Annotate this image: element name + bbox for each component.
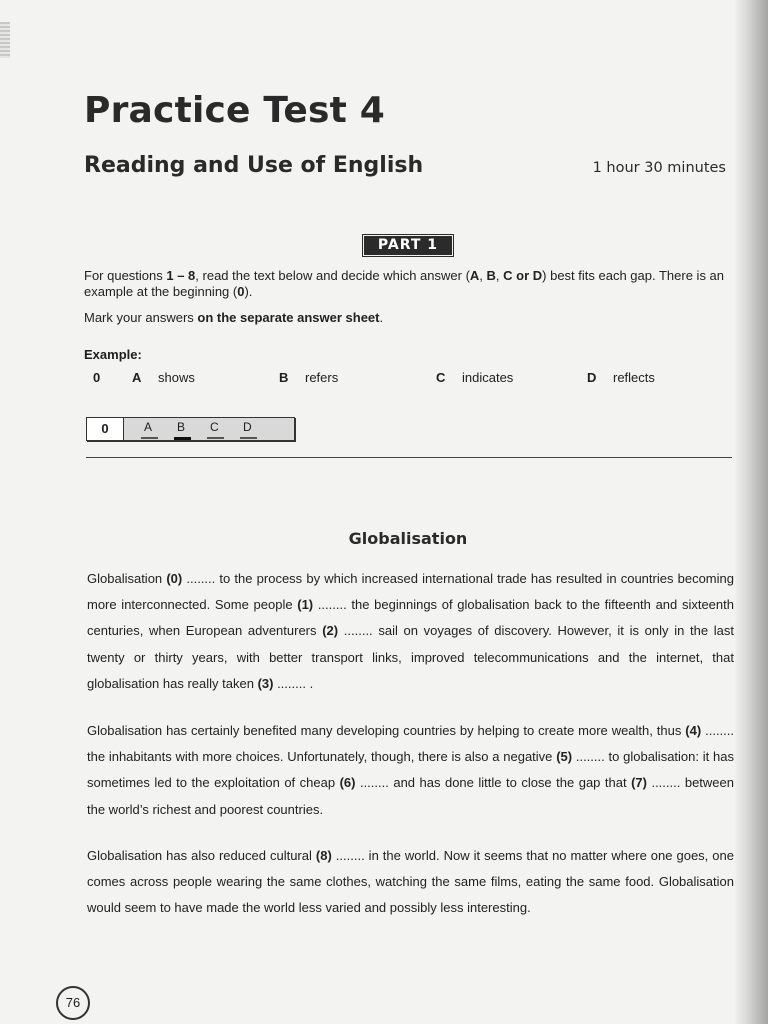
example-label: Example:: [84, 347, 142, 362]
text-paragraph-2: Globalisation has certainly benefited many developing countries by helping to create more wealth, thus (4) ........ the inhabitants with more choices. Unfortunately, though, there is also a negative (5) ........ to globalisation: it has sometimes led to the exploitation of cheap (6) ........ and has done little to close the gap that (7) ........ between the world’s richest and poorest countries.: [87, 723, 734, 817]
part-badge: PART 1: [362, 234, 454, 257]
bold-run: (2): [322, 623, 339, 639]
option-letter: A: [132, 370, 142, 385]
bold-run: (8): [315, 848, 332, 863]
answer-box-options: [124, 417, 295, 441]
section-divider: [86, 457, 732, 458]
answer-option-b: B: [177, 418, 210, 440]
answer-option-c: C: [210, 418, 243, 440]
example-option-b: [279, 370, 338, 385]
instructions-line-1: For questions 1 – 8, read the text below and decide which answer (A, B, C or D) best fits each gap. There is an example at the beginning (0).: [84, 268, 725, 299]
example-number: 0: [93, 370, 101, 385]
instructions-line-2: Mark your answers on the separate answer sheet.: [84, 310, 384, 325]
bold-run: 0: [237, 284, 245, 299]
bold-run: B: [486, 268, 496, 283]
bold-run: (3): [257, 675, 274, 691]
answer-option-d: D: [243, 418, 276, 440]
example-answer-box: [86, 417, 295, 439]
option-text: indicates: [462, 370, 514, 385]
text-paragraph-3: Globalisation has also reduced cultural (8) ........ in the world. Now it seems that no matter where one goes, one comes across people wearing the same clothes, watching the same films, eating the same food. Globalisation would seem to have made the world less varied and possibly less interesting.: [87, 848, 734, 916]
page-title: Practice Test 4: [84, 90, 386, 131]
text-title: Globalisation: [348, 529, 468, 548]
example-option-a: [132, 370, 195, 385]
bold-run: C or D: [503, 268, 543, 283]
test-duration: 1 hour 30 minutes: [592, 160, 726, 176]
bold-run: (1): [297, 597, 314, 613]
text-paragraph-1: Globalisation (0) ........ to the process by which increased international trade has resulted in countries becoming more interconnected. Some people (1) ........ the beginnings of globalisation back to the fifteenth and sixteenth centuries, when European adventurers (2) ........ sail on voyages of discovery. However, it is only in the last twenty or thirty years, with better transport links, improved telecommunications and the internet, that globalisation has really taken (3) ........ .: [87, 571, 734, 691]
option-text: reflects: [613, 370, 655, 385]
example-option-d: [587, 370, 655, 385]
bold-run: 1 – 8: [166, 268, 196, 283]
option-text: shows: [158, 370, 195, 385]
page-curl-shadow: [734, 0, 768, 1024]
option-letter: B: [279, 370, 289, 385]
option-letter: C: [436, 370, 446, 385]
bold-run: A: [469, 268, 480, 283]
page-number: 76: [56, 986, 90, 1020]
bold-run: (7): [631, 775, 647, 791]
option-letter: D: [587, 370, 597, 385]
bold-run: on the separate answer sheet: [197, 310, 380, 325]
bold-run: (6): [339, 775, 356, 791]
answer-box-number: 0: [86, 417, 124, 441]
bold-run: (0): [166, 571, 183, 586]
binding-edge: [0, 22, 10, 58]
option-text: refers: [305, 370, 339, 385]
bold-run: (4): [685, 723, 702, 738]
bold-run: (5): [556, 749, 573, 765]
section-title: Reading and Use of English: [84, 153, 424, 178]
answer-option-a: A: [144, 418, 177, 440]
example-option-c: [436, 370, 513, 385]
